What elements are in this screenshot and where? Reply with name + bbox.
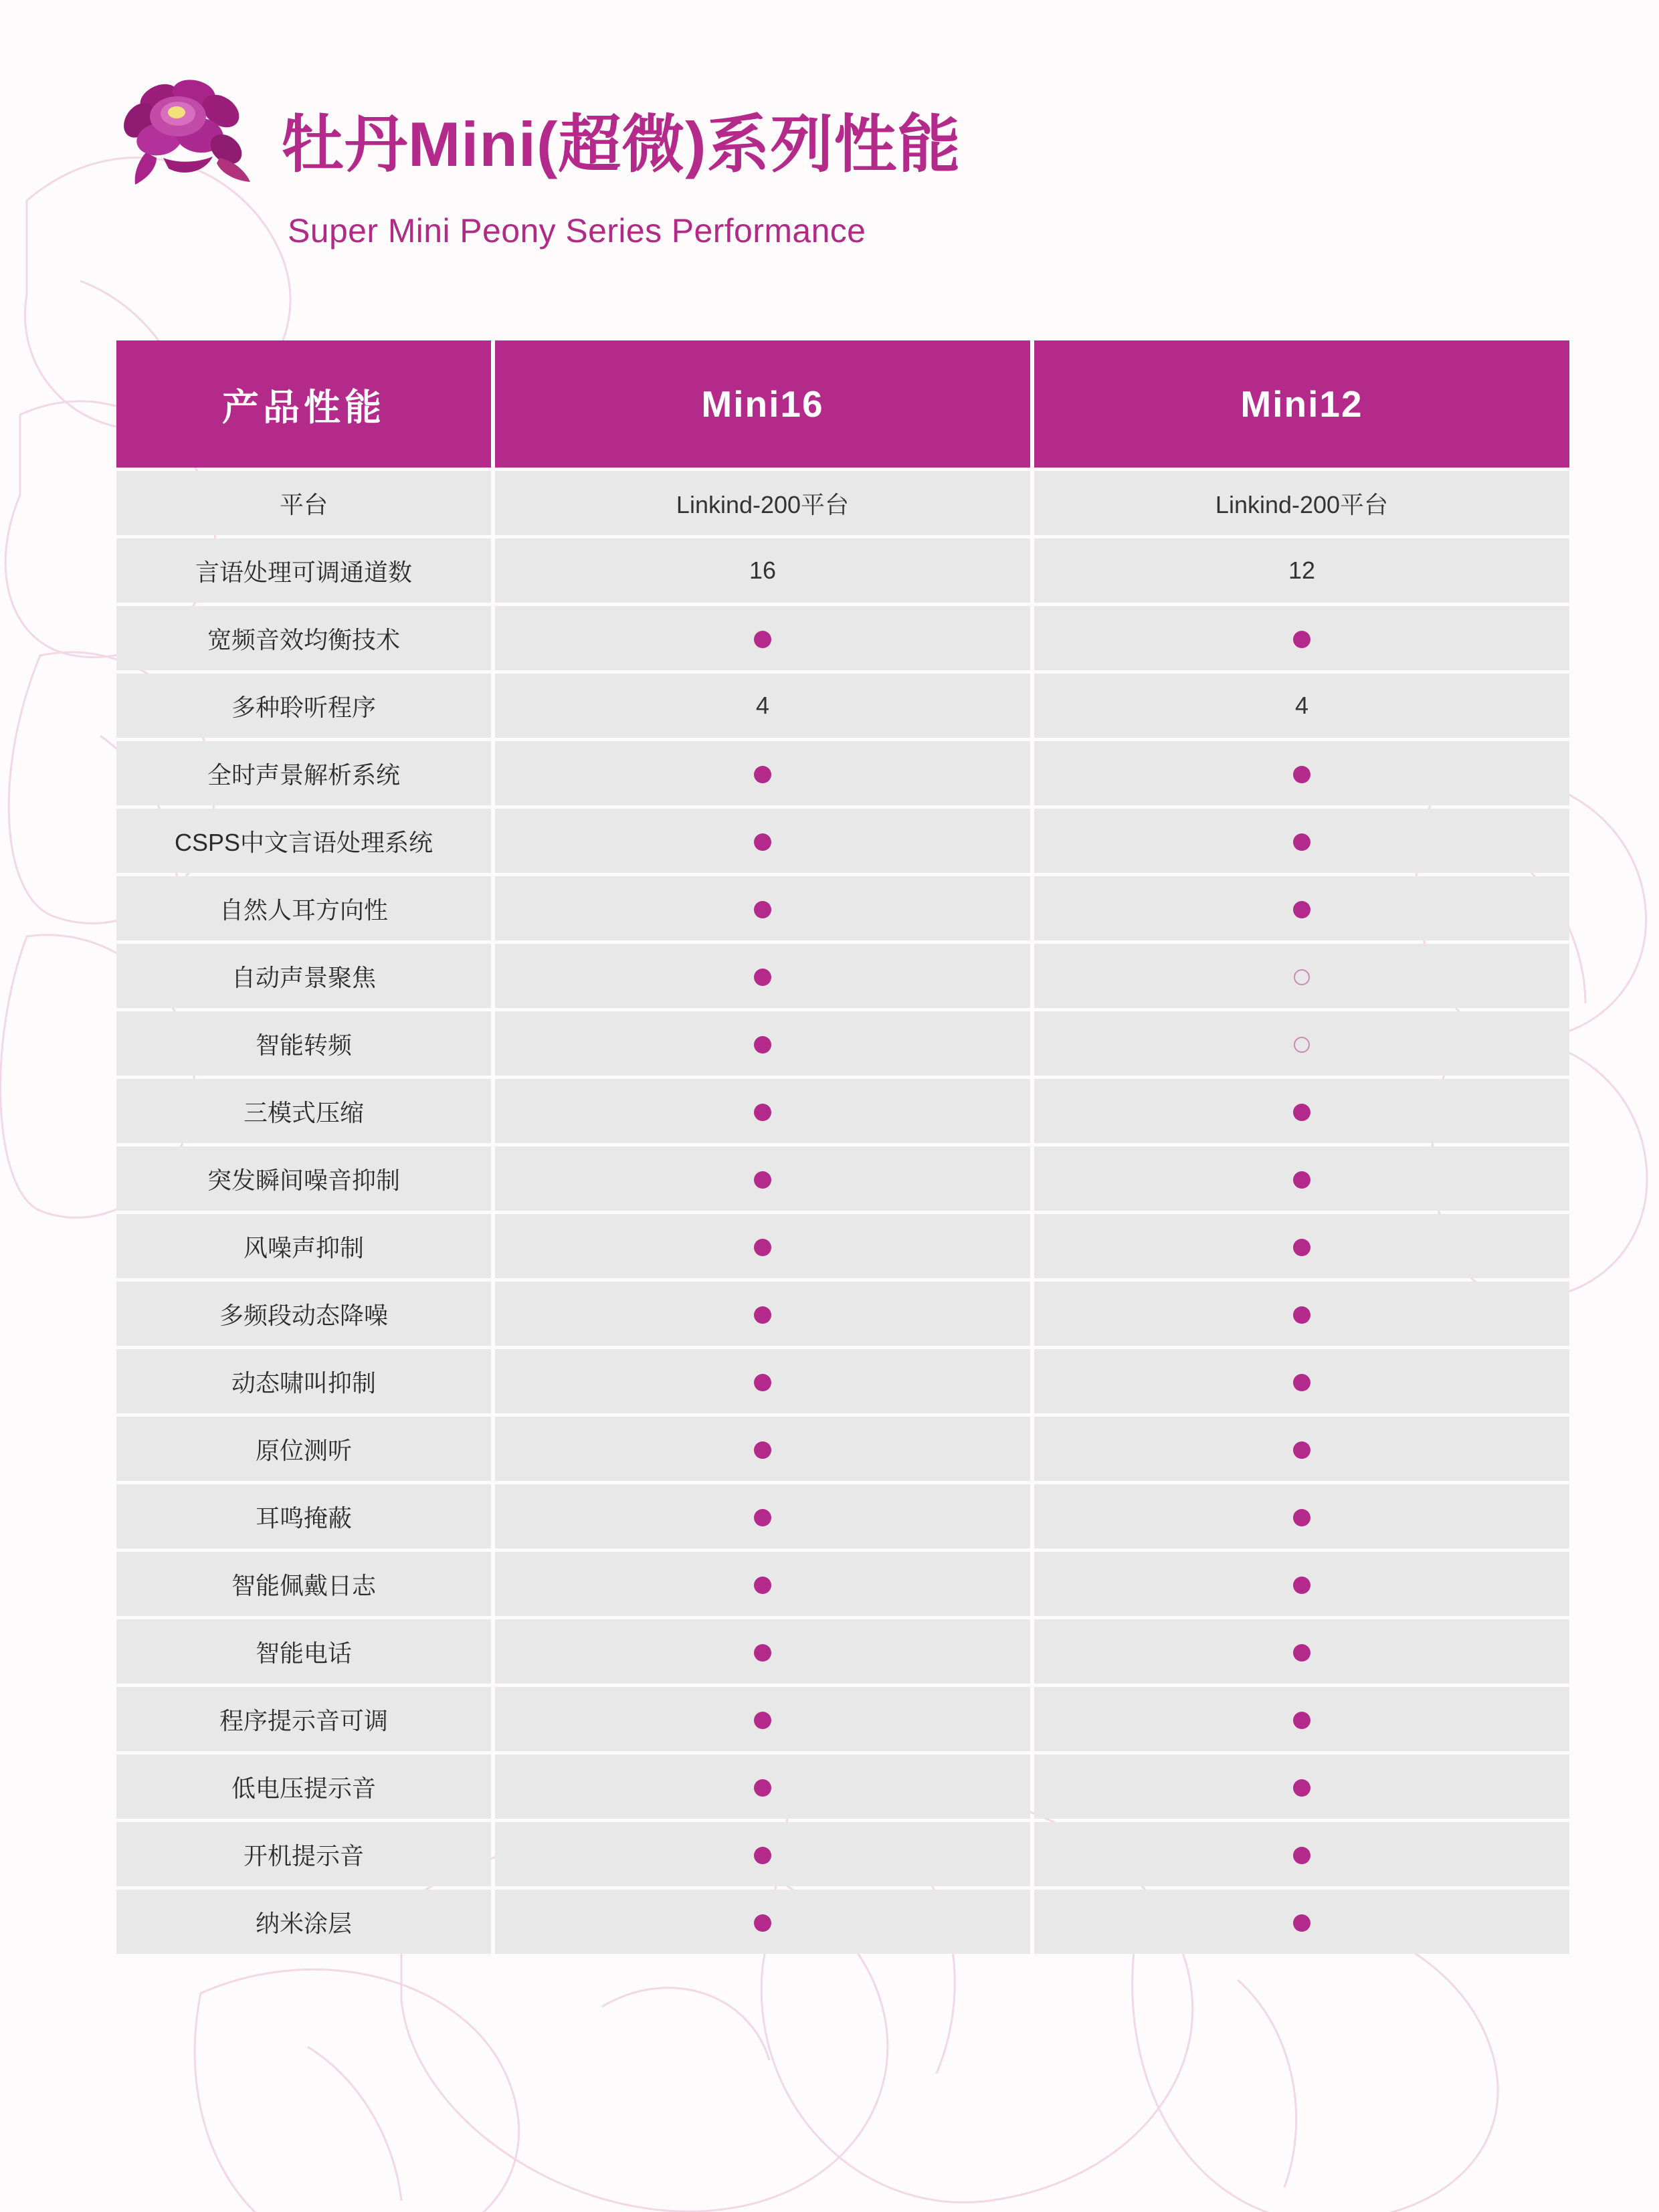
spec-table (112, 337, 1573, 1957)
cell-mini12 (1034, 1687, 1569, 1751)
feature-label: 动态啸叫抑制 (116, 1349, 491, 1413)
cell-mini12 (1034, 1214, 1569, 1278)
cell-mini16: Linkind-200平台 (495, 471, 1030, 535)
filled-dot-icon (1293, 1239, 1310, 1256)
feature-label: 低电压提示音 (116, 1754, 491, 1819)
table-row (116, 674, 1569, 738)
cell-mini12 (1034, 1822, 1569, 1886)
table-row (116, 606, 1569, 670)
table-row (116, 1214, 1569, 1278)
cell-mini12: 12 (1034, 538, 1569, 603)
cell-mini16: 16 (495, 538, 1030, 603)
feature-label: 智能佩戴日志 (116, 1552, 491, 1616)
table-row (116, 1349, 1569, 1413)
filled-dot-icon (1293, 1914, 1310, 1932)
filled-dot-icon (1293, 1104, 1310, 1121)
cell-mini12: 4 (1034, 674, 1569, 738)
filled-dot-icon (754, 1644, 771, 1662)
cell-mini12: Linkind-200平台 (1034, 471, 1569, 535)
table-row (116, 1146, 1569, 1211)
filled-dot-icon (754, 1847, 771, 1864)
filled-dot-icon (754, 1914, 771, 1932)
feature-label: CSPS中文言语处理系统 (116, 809, 491, 873)
column-header-mini16: Mini16 (495, 340, 1030, 468)
filled-dot-icon (1293, 1847, 1310, 1864)
table-row (116, 1079, 1569, 1143)
cell-mini16 (495, 1417, 1030, 1481)
filled-dot-icon (754, 1779, 771, 1797)
cell-mini12 (1034, 1282, 1569, 1346)
filled-dot-icon (754, 1104, 771, 1121)
cell-mini12 (1034, 1011, 1569, 1076)
filled-dot-icon (754, 1171, 771, 1189)
feature-label: 纳米涂层 (116, 1890, 491, 1954)
table-header-row (116, 340, 1569, 468)
filled-dot-icon (1293, 1509, 1310, 1526)
filled-dot-icon (754, 969, 771, 986)
feature-label: 风噪声抑制 (116, 1214, 491, 1278)
feature-label: 全时声景解析系统 (116, 741, 491, 805)
cell-mini16 (495, 1146, 1030, 1211)
filled-dot-icon (754, 1306, 771, 1324)
cell-mini16 (495, 606, 1030, 670)
table-row (116, 741, 1569, 805)
cell-mini12 (1034, 1349, 1569, 1413)
filled-dot-icon (1293, 766, 1310, 783)
feature-label: 自然人耳方向性 (116, 876, 491, 940)
cell-mini12 (1034, 1552, 1569, 1616)
table-row (116, 1619, 1569, 1684)
cell-mini16: 4 (495, 674, 1030, 738)
feature-label: 平台 (116, 471, 491, 535)
filled-dot-icon (754, 766, 771, 783)
cell-mini16 (495, 1822, 1030, 1886)
feature-label: 耳鸣掩蔽 (116, 1484, 491, 1548)
filled-dot-icon (754, 1712, 771, 1729)
filled-dot-icon (754, 1036, 771, 1053)
table-row (116, 1484, 1569, 1548)
empty-dot-icon (1294, 1037, 1310, 1053)
cell-mini12 (1034, 1754, 1569, 1819)
table-row (116, 944, 1569, 1008)
table-row (116, 1890, 1569, 1954)
table-row (116, 809, 1569, 873)
cell-mini12 (1034, 944, 1569, 1008)
filled-dot-icon (754, 631, 771, 648)
table-row (116, 538, 1569, 603)
table-row (116, 1552, 1569, 1616)
cell-mini16 (495, 1890, 1030, 1954)
feature-label: 智能电话 (116, 1619, 491, 1684)
table-row (116, 1417, 1569, 1481)
filled-dot-icon (754, 1509, 771, 1526)
feature-label: 多种聆听程序 (116, 674, 491, 738)
table-row (116, 1011, 1569, 1076)
cell-mini16 (495, 1484, 1030, 1548)
filled-dot-icon (1293, 631, 1310, 648)
table-row (116, 1822, 1569, 1886)
cell-mini12 (1034, 1417, 1569, 1481)
peony-flower-icon (119, 79, 263, 186)
table-row (116, 471, 1569, 535)
filled-dot-icon (1293, 1374, 1310, 1391)
page-title: 牡丹Mini(超微)系列性能 (281, 109, 961, 179)
feature-label: 程序提示音可调 (116, 1687, 491, 1751)
cell-mini16 (495, 1687, 1030, 1751)
feature-label: 宽频音效均衡技术 (116, 606, 491, 670)
table-body (116, 471, 1569, 1954)
filled-dot-icon (754, 1441, 771, 1459)
filled-dot-icon (754, 1577, 771, 1594)
cell-mini16 (495, 1282, 1030, 1346)
feature-label: 突发瞬间噪音抑制 (116, 1146, 491, 1211)
cell-mini16 (495, 1754, 1030, 1819)
cell-mini12 (1034, 1619, 1569, 1684)
cell-mini12 (1034, 809, 1569, 873)
cell-mini12 (1034, 1484, 1569, 1548)
cell-mini16 (495, 944, 1030, 1008)
cell-mini12 (1034, 1890, 1569, 1954)
cell-mini16 (495, 876, 1030, 940)
filled-dot-icon (1293, 1171, 1310, 1189)
table-row (116, 1282, 1569, 1346)
filled-dot-icon (754, 1239, 771, 1256)
cell-mini16 (495, 1011, 1030, 1076)
spec-table-container (112, 337, 1571, 1957)
filled-dot-icon (1293, 1644, 1310, 1662)
filled-dot-icon (1293, 833, 1310, 851)
feature-label: 言语处理可调通道数 (116, 538, 491, 603)
column-header-feature: 产品性能 (116, 340, 491, 468)
empty-dot-icon (1294, 969, 1310, 985)
filled-dot-icon (1293, 1577, 1310, 1594)
page-subtitle: Super Mini Peony Series Performance (288, 212, 866, 249)
feature-label: 原位测听 (116, 1417, 491, 1481)
cell-mini12 (1034, 741, 1569, 805)
filled-dot-icon (1293, 1306, 1310, 1324)
feature-label: 智能转频 (116, 1011, 491, 1076)
cell-mini12 (1034, 1079, 1569, 1143)
filled-dot-icon (1293, 1441, 1310, 1459)
table-row (116, 876, 1569, 940)
cell-mini12 (1034, 876, 1569, 940)
feature-label: 自动声景聚焦 (116, 944, 491, 1008)
column-header-mini12: Mini12 (1034, 340, 1569, 468)
filled-dot-icon (754, 1374, 771, 1391)
filled-dot-icon (1293, 901, 1310, 918)
filled-dot-icon (1293, 1712, 1310, 1729)
filled-dot-icon (754, 833, 771, 851)
cell-mini16 (495, 1619, 1030, 1684)
cell-mini16 (495, 1214, 1030, 1278)
cell-mini16 (495, 741, 1030, 805)
cell-mini16 (495, 1349, 1030, 1413)
cell-mini16 (495, 1552, 1030, 1616)
feature-label: 多频段动态降噪 (116, 1282, 491, 1346)
filled-dot-icon (1293, 1779, 1310, 1797)
cell-mini16 (495, 809, 1030, 873)
feature-label: 三模式压缩 (116, 1079, 491, 1143)
cell-mini16 (495, 1079, 1030, 1143)
cell-mini12 (1034, 1146, 1569, 1211)
feature-label: 开机提示音 (116, 1822, 491, 1886)
table-row (116, 1687, 1569, 1751)
filled-dot-icon (754, 901, 771, 918)
table-row (116, 1754, 1569, 1819)
cell-mini12 (1034, 606, 1569, 670)
